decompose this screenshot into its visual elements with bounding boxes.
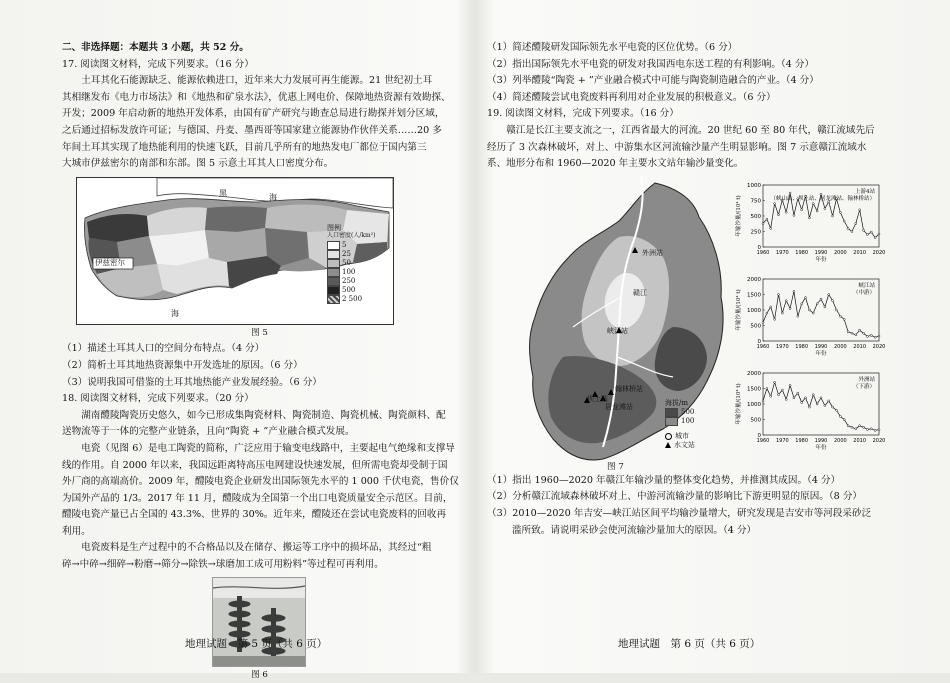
data-point: [766, 387, 768, 389]
data-point: [797, 392, 799, 394]
chart-title: （下游）: [852, 383, 875, 390]
page-5-footer: 地理试题 第 5 页（共 6 页）: [185, 638, 328, 650]
data-point: [793, 397, 795, 399]
data-point: [878, 335, 880, 337]
q19-item: 滥所致。请说明采砂会使河流输沙量加大的原因。（4 分）: [511, 524, 757, 536]
data-point: [866, 428, 868, 430]
y-tick-label: 0: [757, 338, 761, 345]
data-point: [851, 230, 853, 232]
data-point: [839, 415, 841, 417]
x-tick-label: 1970: [775, 343, 789, 350]
data-point: [832, 299, 834, 301]
station-label-waizhou: 外洲站: [642, 248, 663, 257]
legend-entry: 5: [327, 241, 389, 250]
data-point: [797, 315, 799, 317]
y-tick-label: 1500: [747, 386, 761, 393]
q17-item: （3）说明我国可借鉴的土耳其地热能产业发展经验。（6 分）: [62, 376, 322, 388]
y-tick-label: 750: [750, 198, 761, 205]
x-tick-label: 1970: [775, 437, 789, 444]
sediment-charts: [733, 177, 886, 473]
data-point: [781, 389, 783, 391]
data-point: [789, 192, 791, 194]
data-point: [781, 312, 783, 314]
q18-para-line: 送物流等于一体的完整产业链条，且向“陶瓷 + ”产业融合模式发展。: [62, 426, 355, 438]
legend-subtitle: 人口密度(人/km²): [327, 232, 376, 240]
data-point: [816, 303, 818, 305]
q17-para-line: 大城市伊兹密尔的南部和东部。图 5 示意土耳其人口密度分布。: [62, 158, 334, 170]
data-point: [863, 332, 865, 334]
y-axis-label: 年输沙量/(10⁴ t): [736, 383, 742, 425]
q18-item: （3）列举醴陵“陶瓷 + ”产业融合模式中可能与陶瓷制造融合的产业。（4 分）: [487, 75, 819, 87]
data-point: [816, 403, 818, 405]
data-point: [777, 393, 779, 395]
data-point: [851, 426, 853, 428]
chart-title: （中游）: [852, 289, 875, 296]
y-tick-label: 1000: [747, 401, 761, 408]
data-point: [847, 424, 849, 426]
data-point: [828, 293, 830, 295]
data-point: [785, 211, 787, 213]
data-point: [766, 312, 768, 314]
data-point: [789, 307, 791, 309]
legend-entry: 250: [327, 277, 389, 286]
data-point: [828, 400, 830, 402]
legend-altitude-title: 海拔/m: [665, 398, 688, 407]
q18-para-line: 线的作用。自 2000 年以来，我国远距离特高压电网建设快速发展，但所需电瓷却受制于国: [62, 459, 448, 471]
y-tick-label: 1000: [747, 307, 761, 314]
data-point: [839, 211, 841, 213]
data-point: [770, 227, 772, 229]
x-tick-label: 1980: [795, 437, 809, 444]
data-point: [766, 218, 768, 220]
ganjiang-basin-map: [523, 177, 731, 467]
x-tick-label: 1980: [795, 343, 809, 350]
data-point: [805, 397, 807, 399]
x-tick-label: 1960: [756, 437, 770, 444]
x-tick-label: 2020: [872, 249, 886, 256]
y-tick-label: 500: [750, 213, 761, 220]
page-6-footer: 地理试题 第 6 页（共 6 页）: [618, 638, 761, 650]
legend-entry: 500: [327, 286, 389, 295]
data-point: [770, 306, 772, 308]
q18-item: （1）简述醴陵研发国际领先水平电瓷的区位优势。（6 分）: [487, 42, 738, 53]
q17-para-line: 土耳其化石能源缺乏、能源依赖进口，近年来大力发展可再生能源。21 世纪初土耳: [81, 75, 433, 87]
q18-para-line: 为国外产品的 1/3。2017 年 11 月，醴陵成为全国第一个出口电瓷质量安全示范区。目前，: [62, 492, 453, 504]
data-point: [820, 193, 822, 195]
data-point: [777, 293, 779, 295]
data-point: [774, 318, 776, 320]
q19-item: （2）分析赣江流域森林破坏对上、中游河流输沙量的影响比下游更明显的原因。（8 分）: [487, 491, 863, 503]
q18-para-line: 外厂商的高端高价。2009 年，醴陵电瓷企业研发出国际领先水平的 1 000 千伏电瓷，售价仅: [62, 476, 459, 488]
legend-entry: 25: [327, 250, 389, 259]
data-point: [808, 406, 810, 408]
chart-title: （峡山站、坝上站、居龙滩站、翰林桥站）: [770, 195, 875, 202]
data-point: [878, 428, 880, 430]
y-axis-label: 年输沙量/(10⁴ t): [736, 289, 742, 331]
station-label-julongtan: 居龙滩站: [605, 402, 633, 411]
q19-item: （3）2010—2020 年吉安—峡江站区间平均输沙量增大，研究发现是吉安市等河段采砂泛: [487, 507, 872, 519]
x-tick-label: 1960: [756, 249, 770, 256]
y-tick-label: 2000: [747, 276, 761, 283]
y-tick-label: 1500: [747, 292, 761, 299]
x-tick-label: 1990: [814, 437, 828, 444]
map-label-mediterranean: 海: [171, 308, 179, 318]
y-tick-label: 500: [750, 417, 761, 424]
x-axis-label: 年份: [815, 444, 827, 451]
x-tick-label: 2010: [853, 343, 867, 350]
map-legend: [327, 224, 389, 304]
x-tick-label: 2020: [872, 437, 886, 444]
turkey-population-map: [76, 177, 394, 325]
data-point: [793, 290, 795, 292]
data-point: [808, 217, 810, 219]
data-point: [832, 215, 834, 217]
q18-para-line: 醴陵电瓷产量已占全国的 43.3%、世界的 30%。近年来，醴陵还在尝试电瓷废料的回收再: [62, 509, 447, 521]
q17-title: 17. 阅读图文材料，完成下列要求。（16 分）: [62, 58, 254, 70]
data-point: [785, 299, 787, 301]
data-point: [801, 303, 803, 305]
y-tick-label: 1000: [747, 182, 761, 189]
data-point: [762, 400, 764, 402]
q18-para-line: 电瓷废料是生产过程中的不合格品以及在储存、搬运等工序中的损坏品，其经过“粗: [81, 542, 432, 554]
data-point: [793, 214, 795, 216]
q17-item: （2）简析土耳其地热资源集中开发选址的原因。（6 分）: [62, 359, 303, 371]
data-point: [847, 330, 849, 332]
data-point: [866, 335, 868, 337]
data-point: [770, 395, 772, 397]
data-point: [843, 318, 845, 320]
map-label-black-sea-2: 海: [269, 192, 277, 202]
q19-title: 19. 阅读图文材料，完成下列要求。（16 分）: [487, 108, 679, 120]
data-point: [835, 309, 837, 311]
chart-title: 上游4站: [855, 188, 875, 195]
figure-7-caption: 图 7: [607, 461, 624, 472]
data-point: [812, 312, 814, 314]
q18-item: （4）简述醴陵尝试电瓷废料再利用对企业发展的积极意义。（6 分）: [487, 91, 776, 103]
y-tick-label: 250: [750, 229, 761, 236]
legend-station: 水文站: [665, 441, 695, 450]
x-tick-label: 1990: [814, 249, 828, 256]
legend-city: 城市: [665, 432, 695, 441]
data-point: [866, 233, 868, 235]
data-point: [859, 209, 861, 211]
x-tick-label: 2000: [833, 437, 847, 444]
page-5: [62, 40, 457, 683]
data-point: [774, 381, 776, 383]
x-tick-label: 1980: [795, 249, 809, 256]
q17-item: （1）描述土耳其人口的空间分布特点。（4 分）: [62, 343, 265, 355]
x-tick-label: 2010: [853, 249, 867, 256]
figure-5-caption: 图 5: [251, 327, 268, 338]
figure-6-caption: 图 6: [251, 669, 268, 680]
basin-map-legend: [665, 399, 695, 450]
data-point: [878, 233, 880, 235]
data-point: [851, 332, 853, 334]
data-point: [777, 214, 779, 216]
data-point: [808, 309, 810, 311]
q19-para-line: 经历了 3 次森林破坏，对上、中游集水区河流输沙量产生明显影响。图 7 示意赣江流域水: [487, 141, 867, 153]
q17-para-line: 之后通过招标发放许可证；与德国、丹麦、墨西哥等国家建立能源协作伙伴关系……20 多: [62, 124, 442, 136]
q18-title: 18. 阅读图文材料，完成下列要求。（20 分）: [62, 393, 254, 405]
data-point: [855, 222, 857, 224]
insulator-photo: [212, 577, 306, 667]
x-tick-label: 1970: [775, 249, 789, 256]
figure-7: [487, 177, 887, 473]
data-point: [824, 207, 826, 209]
data-point: [855, 428, 857, 430]
data-point: [874, 429, 876, 431]
map-label-black-sea-1: 黑: [219, 188, 227, 198]
insulator-illustration: [213, 578, 305, 666]
data-point: [816, 210, 818, 212]
legend-altitude-mid: 100: [665, 417, 695, 426]
x-tick-label: 2010: [853, 437, 867, 444]
section-header: 二、非选择题：本题共 3 小题，共 52 分。: [62, 42, 249, 53]
station-label-xiajiang: 峡江站: [607, 326, 628, 335]
data-point: [824, 306, 826, 308]
data-point: [839, 315, 841, 317]
x-tick-label: 1990: [814, 343, 828, 350]
river-label-ganjiang: 赣江: [633, 288, 647, 297]
legend-entry: 100: [327, 268, 389, 277]
x-tick-label: 2000: [833, 249, 847, 256]
q19-para-line: 赣江是长江主要支流之一，江西省最大的河流。20 世纪 60 至 80 年代，赣江流域先后: [506, 124, 875, 136]
data-point: [843, 220, 845, 222]
y-tick-label: 500: [750, 323, 761, 330]
data-point: [855, 334, 857, 336]
data-point: [805, 296, 807, 298]
data-point: [870, 428, 872, 430]
q17-para-line: 年间土耳其实现了地热能利用的快速飞跃，目前几乎所有的地热发电厂都位于国内第三: [62, 141, 427, 153]
data-point: [847, 227, 849, 229]
page-6: [487, 40, 887, 539]
x-tick-label: 2000: [833, 343, 847, 350]
data-point: [820, 397, 822, 399]
chart-title: 外洲站: [858, 376, 875, 383]
q17-para-line: 其相继发布《电力市场法》和《地热和矿泉水法》，优惠上网电价、保障地热资源有效勘探、: [62, 91, 451, 103]
data-point: [789, 384, 791, 386]
data-point: [832, 406, 834, 408]
station-label-hanlinqiao: 翰林桥站: [615, 384, 643, 393]
legend-altitude-high: 500: [665, 408, 695, 417]
data-point: [762, 222, 764, 224]
x-axis-label: 年份: [815, 350, 827, 357]
data-point: [801, 209, 803, 211]
q18-para-line: 碎→中碎→细碎→粉磨→筛分→除铁→球磨加工成可用粉料”等过程可再利用。: [62, 559, 384, 571]
data-point: [863, 426, 865, 428]
legend-entry: 2 500: [327, 295, 389, 304]
q18-para-line: 利用。: [62, 525, 91, 537]
legend-title: 图例: [327, 223, 341, 232]
data-point: [870, 334, 872, 336]
data-point: [835, 409, 837, 411]
q18-item: （2）指出国际领先水平电瓷的研发对我国西电东送工程的有利影响。（4 分）: [487, 58, 815, 70]
q18-para-line: 电瓷（见图 6）是电工陶瓷的简称，广泛应用于输变电线路中，主要起电气绝缘和支撑导: [81, 442, 455, 454]
station-label-bashang: 坝上站: [587, 394, 608, 403]
data-point: [762, 321, 764, 323]
x-tick-label: 2020: [872, 343, 886, 350]
data-point: [859, 329, 861, 331]
data-point: [785, 398, 787, 400]
y-tick-label: 0: [757, 432, 761, 439]
data-point: [874, 236, 876, 238]
legend-entry: 50: [327, 259, 389, 268]
data-point: [843, 418, 845, 420]
chart-title: 峡江站: [858, 282, 875, 289]
data-point: [801, 401, 803, 403]
map-label-izmir: 伊兹密尔: [95, 257, 125, 267]
x-axis-label: 年份: [815, 256, 827, 263]
data-point: [820, 298, 822, 300]
data-point: [874, 336, 876, 338]
data-point: [774, 202, 776, 204]
data-point: [859, 424, 861, 426]
q19-para-line: 系、地形分布和 1960—2020 年主要水文站年输沙量变化。: [487, 158, 744, 170]
q18-para-line: 湖南醴陵陶瓷历史悠久，如今已形成集陶瓷材料、陶瓷制造、陶瓷机械、陶瓷颜料、配: [81, 409, 446, 421]
y-tick-label: 0: [757, 244, 761, 251]
y-axis-label: 年输沙量/(10⁴ t): [736, 195, 742, 237]
q19-item: （1）指出 1960—2020 年赣江年输沙量的整体变化趋势，并推测其成因。（4 分）: [487, 474, 841, 486]
data-point: [812, 393, 814, 395]
y-tick-label: 2000: [747, 370, 761, 377]
x-tick-label: 1960: [756, 343, 770, 350]
data-point: [812, 202, 814, 204]
data-point: [870, 231, 872, 233]
q17-para-line: 开发；2009 年启动新的地热开发体系，由国有矿产研究与勘查总局进行勘探并划分区域，: [62, 108, 445, 120]
data-point: [863, 229, 865, 231]
data-point: [824, 404, 826, 406]
